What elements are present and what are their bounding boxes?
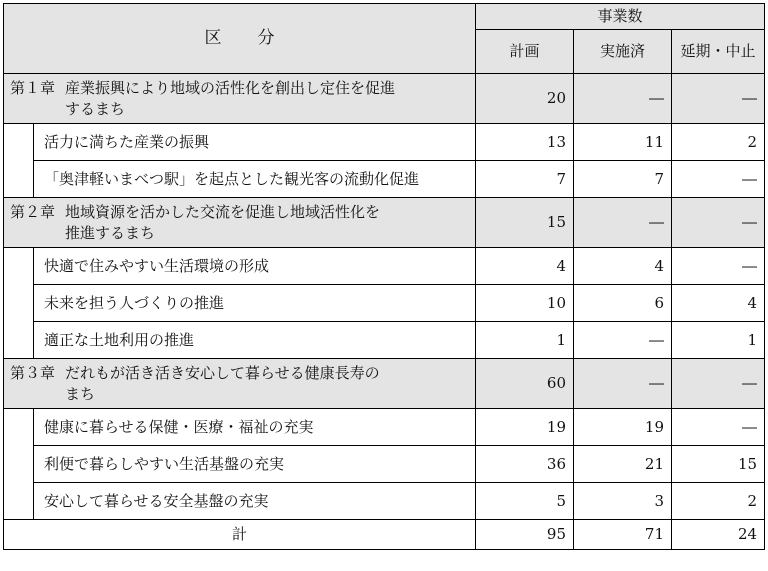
chapter-row	[4, 198, 765, 248]
item-plan: 5	[476, 483, 574, 520]
item-done: 19	[574, 409, 672, 446]
chapter-title-line1: だれもが活き活き安心して暮らせる健康長寿の	[65, 363, 380, 382]
header-done: 実施済	[574, 30, 672, 74]
total-label: 計	[4, 520, 476, 550]
chapter-label	[4, 74, 476, 124]
chapter-label	[4, 198, 476, 248]
chapter-plan: 20	[476, 74, 574, 124]
chapter-row	[4, 359, 765, 409]
chapter-title-line2: まち	[65, 384, 96, 403]
item-label: 「奥津軽いまべつ駅」を起点とした観光客の流動化促進	[34, 161, 476, 198]
item-plan: 36	[476, 446, 574, 483]
chapter-plan: 60	[476, 359, 574, 409]
item-delay: 1	[672, 322, 765, 359]
item-delay: 15	[672, 446, 765, 483]
total-done: 71	[574, 520, 672, 550]
item-delay: ―	[672, 248, 765, 285]
item-label: 安心して暮らせる安全基盤の充実	[34, 483, 476, 520]
item-delay: 2	[672, 124, 765, 161]
item-done: 21	[574, 446, 672, 483]
total-delay: 24	[672, 520, 765, 550]
item-row	[4, 446, 765, 483]
chapter-plan: 15	[476, 198, 574, 248]
item-row	[4, 161, 765, 198]
indent-cell	[4, 409, 34, 520]
chapter-done: ―	[574, 359, 672, 409]
indent-cell	[4, 248, 34, 359]
item-done: 4	[574, 248, 672, 285]
header-group-label: 事業数	[476, 4, 765, 30]
item-done: 6	[574, 285, 672, 322]
chapter-title-line1: 地域資源を活かした交流を促進し地域活性化を	[65, 202, 381, 221]
chapter-title-line2: するまち	[65, 99, 126, 118]
item-plan: 1	[476, 322, 574, 359]
chapter-delay: ―	[672, 74, 765, 124]
header-plan: 計画	[476, 30, 574, 74]
item-label: 適正な土地利用の推進	[34, 322, 476, 359]
header-kubun	[4, 4, 476, 74]
chapter-number: 第３章	[10, 363, 56, 382]
item-done: 7	[574, 161, 672, 198]
chapter-row	[4, 74, 765, 124]
header-kubun-2: 分	[257, 28, 275, 48]
chapter-done: ―	[574, 198, 672, 248]
chapter-number: 第２章	[10, 202, 56, 221]
chapter-number: 第１章	[10, 78, 56, 97]
chapter-label	[4, 359, 476, 409]
item-plan: 4	[476, 248, 574, 285]
chapter-title-line2: 推進するまち	[65, 223, 156, 242]
chapter-title	[55, 363, 380, 405]
item-plan: 10	[476, 285, 574, 322]
chapter-delay: ―	[672, 198, 765, 248]
item-row	[4, 248, 765, 285]
indent-cell	[4, 124, 34, 198]
item-delay: 2	[672, 483, 765, 520]
item-row	[4, 124, 765, 161]
item-row	[4, 322, 765, 359]
item-delay: ―	[672, 161, 765, 198]
item-plan: 19	[476, 409, 574, 446]
item-plan: 7	[476, 161, 574, 198]
item-label: 活力に満ちた産業の振興	[34, 124, 476, 161]
total-plan: 95	[476, 520, 574, 550]
item-delay: 4	[672, 285, 765, 322]
item-plan: 13	[476, 124, 574, 161]
item-done: 11	[574, 124, 672, 161]
chapter-delay: ―	[672, 359, 765, 409]
chapter-title-line1: 産業振興により地域の活性化を創出し定住を促進	[65, 78, 396, 97]
chapter-title	[55, 202, 380, 244]
chapter-title	[55, 78, 395, 120]
header-kubun-1: 区	[204, 28, 222, 48]
project-count-table	[3, 3, 765, 550]
total-row	[4, 520, 765, 550]
item-done: 3	[574, 483, 672, 520]
item-row	[4, 285, 765, 322]
item-done: ―	[574, 322, 672, 359]
header-delay: 延期・中止	[672, 30, 765, 74]
item-label: 健康に暮らせる保健・医療・福祉の充実	[34, 409, 476, 446]
item-label: 快適で住みやすい生活環境の形成	[34, 248, 476, 285]
chapter-done: ―	[574, 74, 672, 124]
item-delay: ―	[672, 409, 765, 446]
item-row	[4, 483, 765, 520]
item-label: 未来を担う人づくりの推進	[34, 285, 476, 322]
item-label: 利便で暮らしやすい生活基盤の充実	[34, 446, 476, 483]
item-row	[4, 409, 765, 446]
